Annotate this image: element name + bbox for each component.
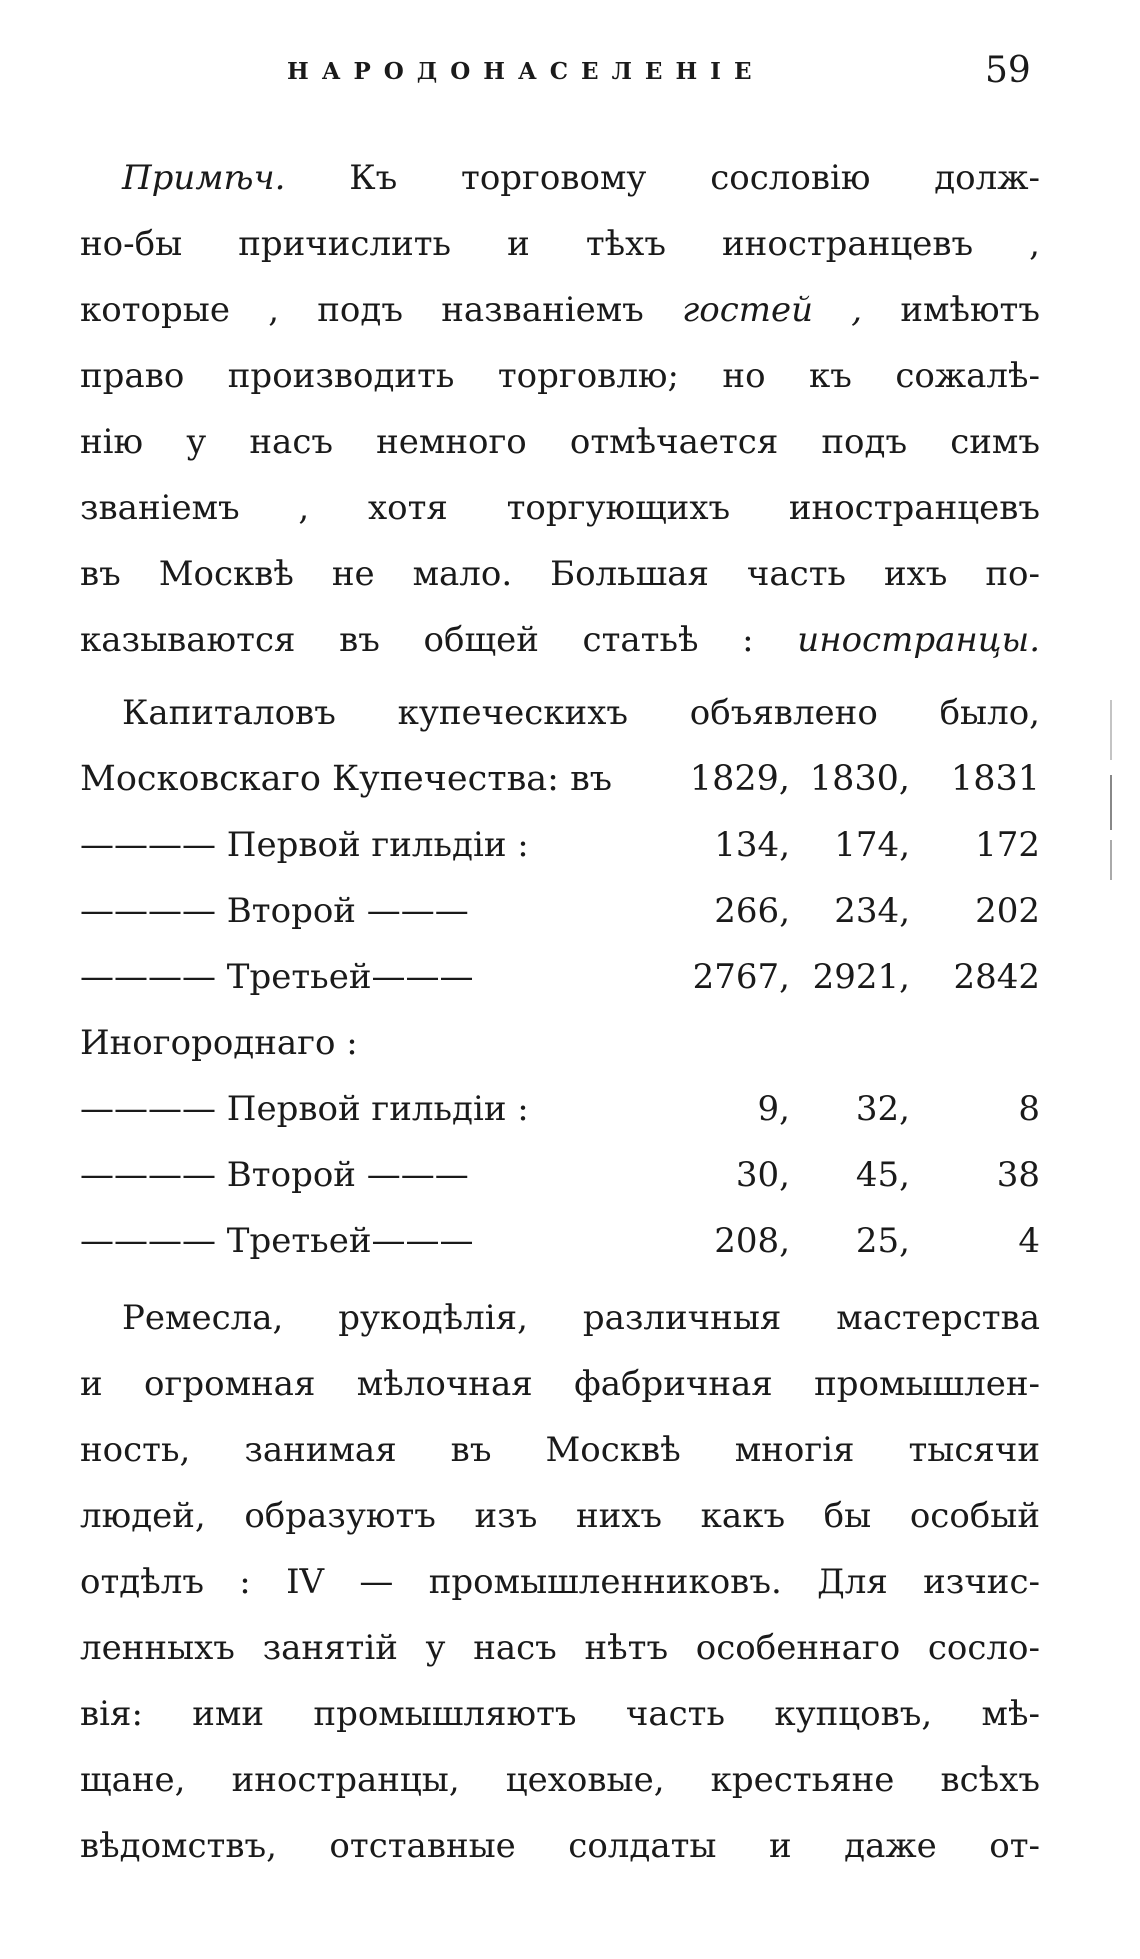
text-line: и огромная мѣлочная фабричная промышлен- <box>80 1364 1040 1404</box>
value-cell: 2842 <box>953 957 1040 997</box>
text-line: вѣдомствъ, отставные солдаты и даже от- <box>80 1826 1040 1866</box>
text-line <box>80 145 1040 211</box>
table-row <box>80 1142 1040 1208</box>
value-cell: 32, <box>855 1089 910 1129</box>
value-cell: 25, <box>855 1221 910 1261</box>
text-line: ленныхъ занятій у насъ нѣтъ особеннаго сосло- <box>80 1628 1040 1668</box>
year-cell: 1831 <box>950 759 1040 799</box>
table-row <box>80 944 1040 1010</box>
text-line: щане, иностранцы, цеховые, крестьяне всѣхъ <box>80 1760 1040 1800</box>
note-paragraph <box>80 145 1040 673</box>
row-label: ———— Первой гильдіи : <box>80 1089 529 1129</box>
page-number: 59 <box>985 50 1031 91</box>
value-cell: 234, <box>834 891 910 931</box>
text-line: въ Москвѣ не мало. Большая часть ихъ по- <box>80 554 1040 594</box>
row-label: ———— Второй ——— <box>80 1155 469 1195</box>
text-line <box>80 607 1040 673</box>
text-line: званіемъ , хотя торгующихъ иностранцевъ <box>80 488 1040 528</box>
value-cell: 266, <box>714 891 790 931</box>
value-cell: 208, <box>714 1221 790 1261</box>
row-label: ———— Второй ——— <box>80 891 469 931</box>
row-label: ———— Третьей——— <box>80 1221 474 1261</box>
row-label: ———— Первой гильдіи : <box>80 825 529 865</box>
text-line: но-бы причислить и тѣхъ иностранцевъ , <box>80 224 1040 264</box>
value-cell: 8 <box>1018 1089 1040 1129</box>
out-of-town-label: Иногороднаго : <box>80 1023 358 1063</box>
value-cell: 45, <box>855 1155 910 1195</box>
text-span: Къ торговому сословію долж- <box>285 158 1040 198</box>
text-span: которые , подъ названіемъ <box>80 290 683 330</box>
note-label: Примѣч. <box>122 158 286 198</box>
text-line: вія: ими промышляютъ часть купцовъ, мѣ- <box>80 1694 1040 1734</box>
margin-mark <box>1110 775 1112 830</box>
year-cell: 1829, <box>689 759 790 799</box>
capital-section <box>80 680 1040 1274</box>
running-head: НАРОДОНАСЕЛЕНІЕ <box>287 58 765 85</box>
text-line: ность, занимая въ Москвѣ многія тысячи <box>80 1430 1040 1470</box>
table-row <box>80 812 1040 878</box>
value-cell: 172 <box>975 825 1040 865</box>
value-cell: 2767, <box>692 957 790 997</box>
table-header-label: Московскаго Купечества: въ <box>80 759 613 799</box>
section-intro-line: Капиталовъ купеческихъ объявлено было, <box>122 693 1040 733</box>
crafts-paragraph <box>80 1285 1040 1879</box>
margin-mark <box>1110 700 1112 760</box>
value-cell: 38 <box>996 1155 1040 1195</box>
text-span: казываются въ общей статьѣ : <box>80 620 798 660</box>
value-cell: 9, <box>757 1089 790 1129</box>
italic-term: гостей , <box>682 290 863 330</box>
text-line: отдѣлъ : IV — промышленниковъ. Для изчис- <box>80 1562 1040 1602</box>
table-row <box>80 878 1040 944</box>
italic-term: иностранцы. <box>797 620 1040 660</box>
year-cell: 1830, <box>809 759 910 799</box>
value-cell: 4 <box>1018 1221 1040 1261</box>
text-line <box>80 277 1040 343</box>
value-cell: 30, <box>735 1155 790 1195</box>
value-cell: 2921, <box>812 957 910 997</box>
value-cell: 174, <box>834 825 910 865</box>
text-span: имѣютъ <box>862 290 1040 330</box>
text-line: нію у насъ немного отмѣчается подъ симъ <box>80 422 1040 462</box>
text-line: право производить торговлю; но къ сожалѣ- <box>80 356 1040 396</box>
text-line: людей, образуютъ изъ нихъ какъ бы особый <box>80 1496 1040 1536</box>
row-label: ———— Третьей——— <box>80 957 474 997</box>
value-cell: 202 <box>975 891 1040 931</box>
margin-mark <box>1110 840 1112 880</box>
table-row <box>80 1208 1040 1274</box>
value-cell: 134, <box>714 825 790 865</box>
text-line: Ремесла, рукодѣлія, различныя мастерства <box>122 1298 1040 1338</box>
table-header-row <box>80 746 1040 812</box>
table-row <box>80 1076 1040 1142</box>
